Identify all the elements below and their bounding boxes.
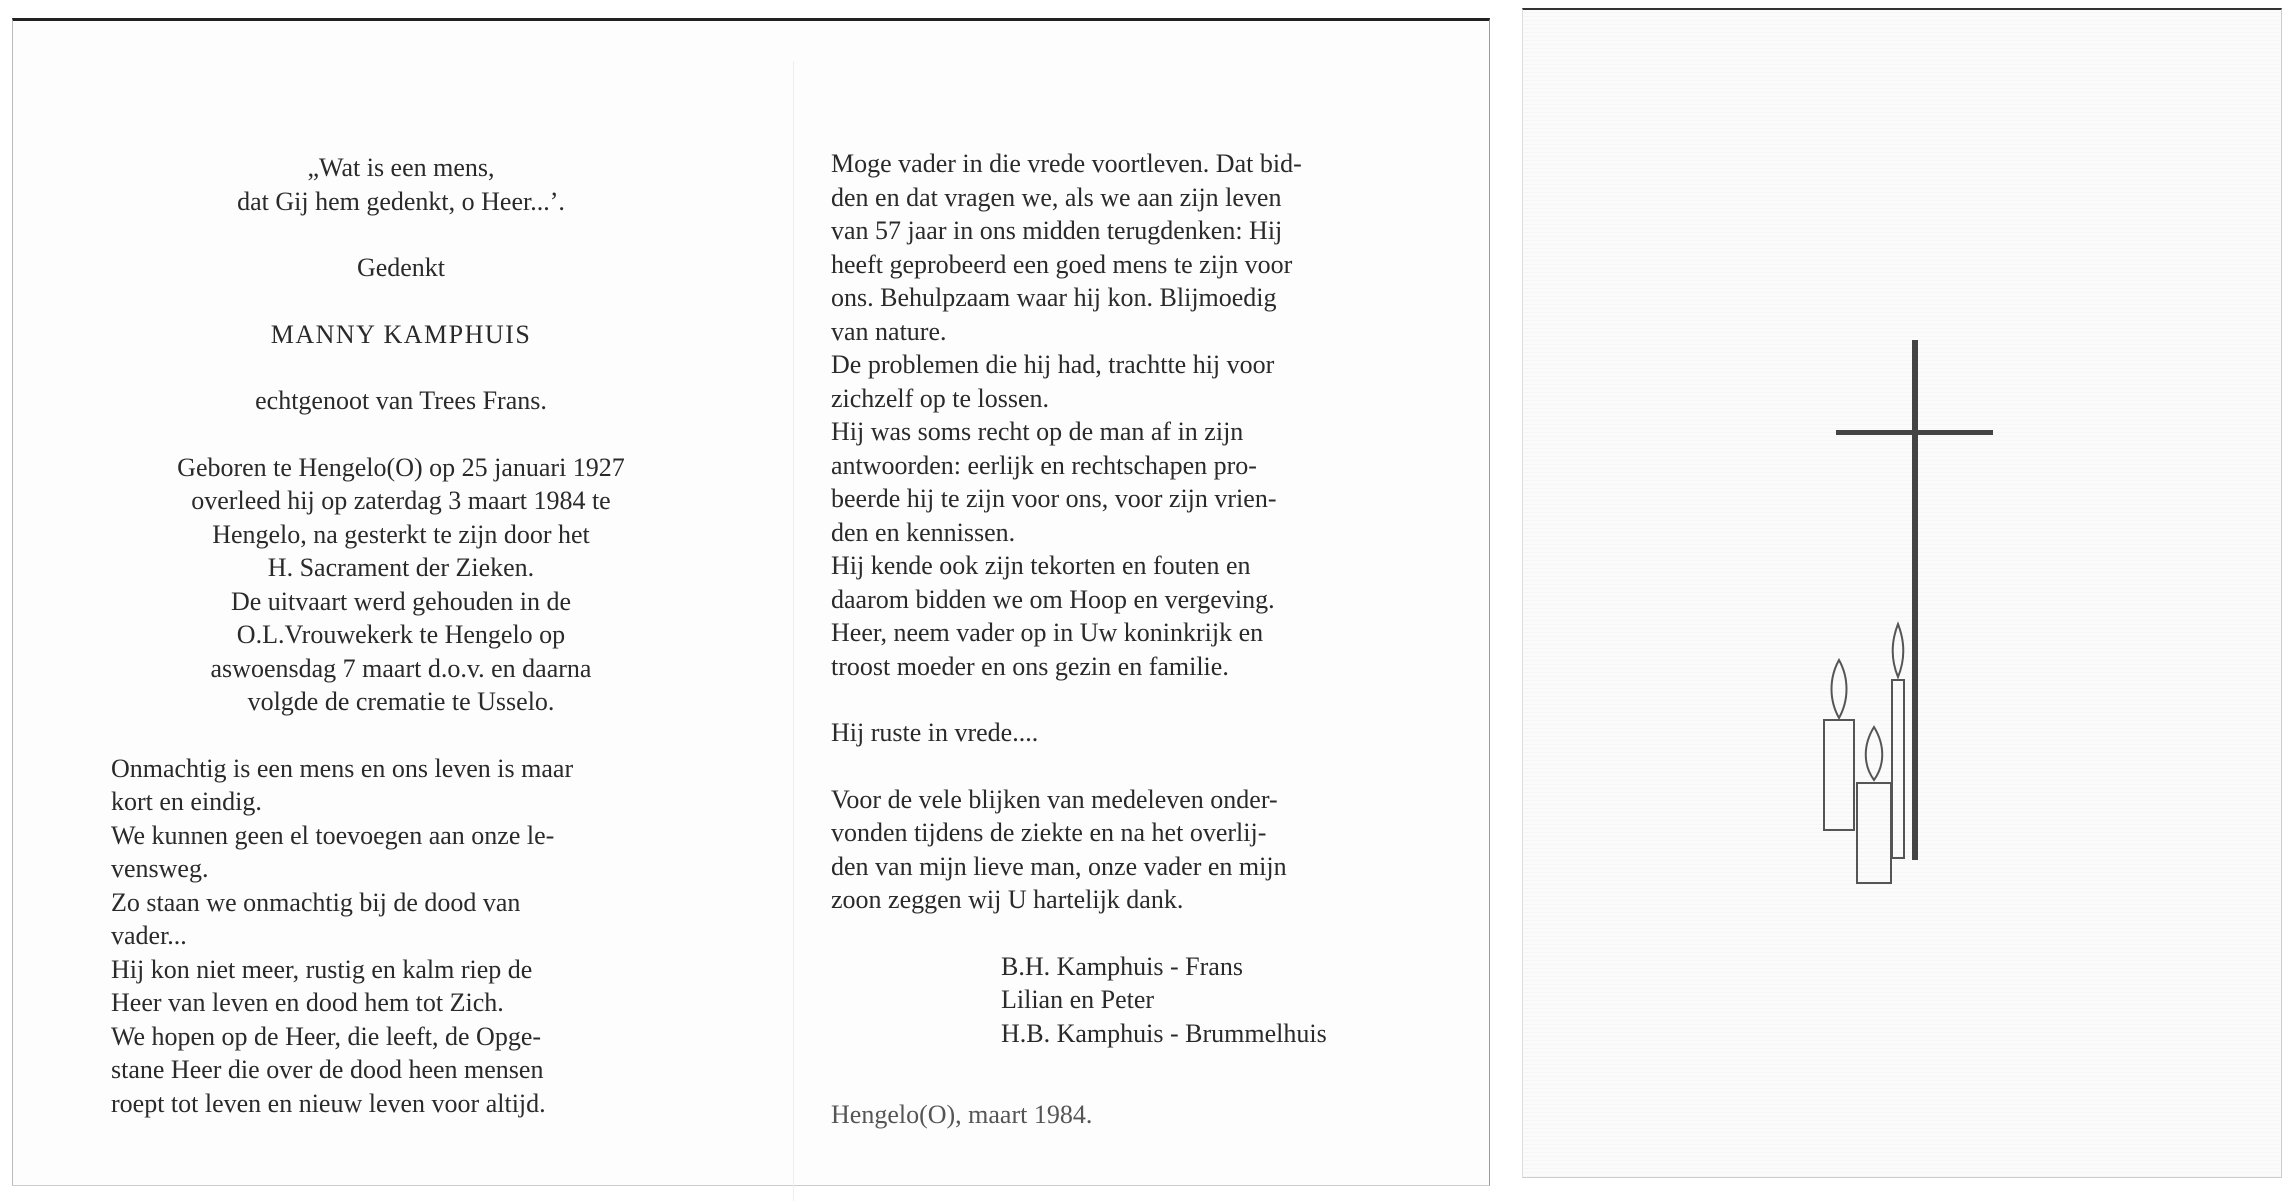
text-line: beerde hij te zijn voor ons, voor zijn vrien- <box>831 484 1277 513</box>
thanks-line: den van mijn lieve man, onze vader en mijn <box>831 851 1287 881</box>
spouse-line: echtgenoot van Trees Frans. <box>255 386 547 415</box>
signature-line: Lilian en Peter <box>1001 985 1155 1014</box>
text-line: De problemen die hij had, trachtte hij voor <box>831 350 1275 379</box>
cross-with-candles-icon <box>1523 10 2283 1180</box>
memorial-card-cover <box>1522 8 2282 1178</box>
verse-line: vensweg. <box>111 854 209 883</box>
verse-line: vader... <box>111 921 187 950</box>
quote-line-1: „Wat is een mens, <box>307 153 495 182</box>
spacer <box>831 683 1401 716</box>
thanks-line: Voor de vele blijken van medeleven onder- <box>831 784 1278 814</box>
right-column <box>831 147 1401 1132</box>
verse-line: stane Heer die over de dood heen mensen <box>111 1055 544 1084</box>
candle-right <box>1892 680 1904 858</box>
gedenkt-heading: Gedenkt <box>356 253 446 282</box>
thanks-block <box>831 783 1401 917</box>
candle-middle <box>1857 783 1891 883</box>
text-line: Hij was soms recht op de man af in zijn <box>831 417 1244 446</box>
biography-block <box>111 451 691 719</box>
signature-line: B.H. Kamphuis - Frans <box>1001 951 1243 981</box>
spacer <box>111 719 691 752</box>
verse-line: Hij kon niet meer, rustig en kalm riep de <box>111 954 533 984</box>
bio-line: Hengelo, na gesterkt te zijn door het <box>212 519 590 549</box>
bio-line: O.L.Vrouwekerk te Hengelo op <box>236 620 566 649</box>
thanks-line: vonden tijdens de ziekte en na het overlij- <box>831 818 1267 847</box>
deceased-name: MANNY KAMPHUIS <box>270 319 532 349</box>
bio-line: overleed hij op zaterdag 3 maart 1984 te <box>191 486 611 515</box>
verse-line: Zo staan we onmachtig bij de dood van <box>111 887 521 917</box>
spacer <box>831 917 1401 950</box>
candle-left <box>1824 720 1854 830</box>
bio-line: De uitvaart werd gehouden in de <box>230 586 572 616</box>
fold-line <box>793 61 794 1201</box>
flame-right-icon <box>1893 624 1904 677</box>
text-line: heeft geprobeerd een goed mens te zijn voor <box>831 249 1293 279</box>
bio-line: H. Sacrament der Zieken. <box>267 553 535 582</box>
text-line: van nature. <box>831 316 947 346</box>
flame-middle-icon <box>1866 727 1883 780</box>
text-line: zichzelf op te lossen. <box>831 383 1050 413</box>
spacer <box>831 1050 1401 1098</box>
verse-line: We hopen op de Heer, die leeft, de Opge- <box>111 1021 542 1051</box>
text-line: antwoorden: eerlijk en rechtschapen pro- <box>831 450 1257 480</box>
text-line: daarom bidden we om Hoop en vergeving. <box>831 584 1275 614</box>
verse-line: Heer van leven en dood hem tot Zich. <box>111 988 504 1017</box>
memorial-card-inner-spread <box>12 18 1490 1186</box>
thanks-line: zoon zeggen wij U hartelijk dank. <box>831 885 1184 914</box>
left-column <box>111 151 691 1120</box>
rest-in-peace: Hij ruste in vrede.... <box>831 718 1039 747</box>
cross-vertical-beam <box>1912 340 1918 860</box>
spacer <box>111 218 691 251</box>
remembrance-block <box>831 147 1401 683</box>
text-line: den en dat vragen we, als we aan zijn leven <box>831 182 1282 212</box>
bio-line: volgde de crematie te Usselo. <box>247 687 555 716</box>
bio-line: Geboren te Hengelo(O) op 25 januari 1927 <box>177 452 625 482</box>
quote-line-2: dat Gij hem gedenkt, o Heer...’. <box>237 186 565 216</box>
spacer <box>111 285 691 318</box>
text-line: ons. Behulpzaam waar hij kon. Blijmoedig <box>831 283 1277 312</box>
text-line: Hij kende ook zijn tekorten en fouten en <box>831 551 1251 580</box>
spacer <box>111 351 691 384</box>
bio-line: aswoensdag 7 maart d.o.v. en daarna <box>210 653 592 683</box>
spacer <box>831 750 1401 783</box>
text-line: Heer, neem vader op in Uw koninkrijk en <box>831 618 1264 647</box>
text-line: troost moeder en ons gezin en familie. <box>831 651 1229 681</box>
place-date: Hengelo(O), maart 1984. <box>831 1100 1093 1129</box>
flame-left-icon <box>1832 660 1847 718</box>
signatures-block <box>831 950 1401 1051</box>
text-line: van 57 jaar in ons midden terugdenken: Hij <box>831 216 1283 245</box>
verse-line: We kunnen geen el toevoegen aan onze le- <box>111 820 555 850</box>
verse-block <box>111 752 691 1121</box>
text-line: den en kennissen. <box>831 517 1016 547</box>
spacer <box>111 418 691 451</box>
verse-line: kort en eindig. <box>111 787 262 816</box>
signature-line: H.B. Kamphuis - Brummelhuis <box>1001 1018 1327 1048</box>
cross-horizontal-beam <box>1836 430 1993 435</box>
verse-line: Onmachtig is een mens en ons leven is maar <box>111 753 574 783</box>
verse-line: roept tot leven en nieuw leven voor altijd. <box>111 1088 546 1118</box>
text-line: Moge vader in die vrede voortleven. Dat bid- <box>831 149 1302 178</box>
